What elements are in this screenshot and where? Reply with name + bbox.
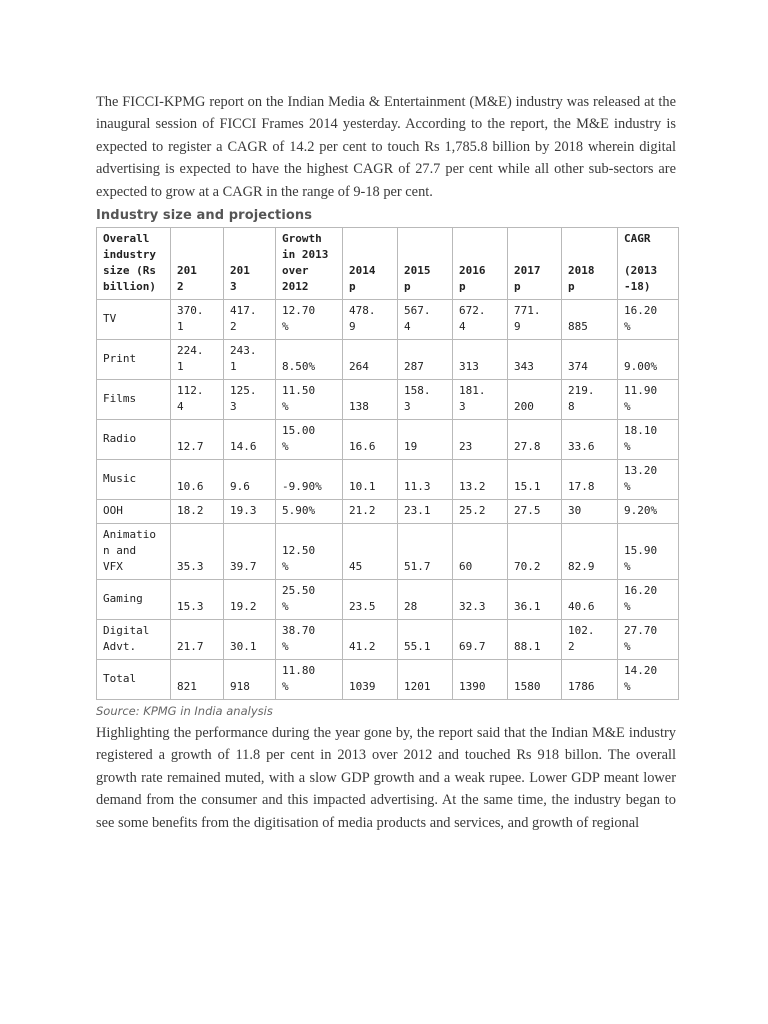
row-label-cell: Print: [97, 340, 171, 380]
value-cell: 32.3: [453, 580, 508, 620]
row-label-cell: Films: [97, 380, 171, 420]
value-cell: 1201: [398, 660, 453, 700]
value-cell: 771. 9: [508, 300, 562, 340]
table-row: [97, 524, 679, 580]
value-cell: 12.50 %: [276, 524, 343, 580]
table-row: [97, 340, 679, 380]
value-cell: 35.3: [171, 524, 224, 580]
value-cell: 36.1: [508, 580, 562, 620]
value-cell: 15.00 %: [276, 420, 343, 460]
value-cell: 82.9: [562, 524, 618, 580]
value-cell: 18.2: [171, 500, 224, 524]
value-cell: 567. 4: [398, 300, 453, 340]
row-label-cell: Animatio n and VFX: [97, 524, 171, 580]
value-cell: 40.6: [562, 580, 618, 620]
value-cell: 30.1: [224, 620, 276, 660]
value-cell: 9.20%: [618, 500, 679, 524]
value-cell: 158. 3: [398, 380, 453, 420]
value-cell: 200: [508, 380, 562, 420]
value-cell: 1039: [343, 660, 398, 700]
table-body: [97, 300, 679, 700]
value-cell: 28: [398, 580, 453, 620]
row-label-cell: Radio: [97, 420, 171, 460]
value-cell: 16.20 %: [618, 580, 679, 620]
value-cell: 25.2: [453, 500, 508, 524]
value-cell: 11.3: [398, 460, 453, 500]
table-row: [97, 300, 679, 340]
value-cell: 45: [343, 524, 398, 580]
value-cell: 13.2: [453, 460, 508, 500]
value-cell: 17.8: [562, 460, 618, 500]
value-cell: 478. 9: [343, 300, 398, 340]
value-cell: 15.90 %: [618, 524, 679, 580]
value-cell: 15.1: [508, 460, 562, 500]
row-label-cell: Gaming: [97, 580, 171, 620]
value-cell: 264: [343, 340, 398, 380]
row-label-cell: Digital Advt.: [97, 620, 171, 660]
value-cell: 1786: [562, 660, 618, 700]
value-cell: 18.10 %: [618, 420, 679, 460]
value-cell: 41.2: [343, 620, 398, 660]
row-label-cell: Total: [97, 660, 171, 700]
value-cell: 27.5: [508, 500, 562, 524]
value-cell: 39.7: [224, 524, 276, 580]
header-cell: 2016 p: [453, 228, 508, 300]
value-cell: 14.20 %: [618, 660, 679, 700]
table-row: [97, 420, 679, 460]
value-cell: 27.8: [508, 420, 562, 460]
table-row: [97, 460, 679, 500]
value-cell: 16.20 %: [618, 300, 679, 340]
value-cell: 821: [171, 660, 224, 700]
table-row: [97, 380, 679, 420]
value-cell: 38.70 %: [276, 620, 343, 660]
header-cell: 201 2: [171, 228, 224, 300]
value-cell: 55.1: [398, 620, 453, 660]
value-cell: 30: [562, 500, 618, 524]
header-cell: 2015 p: [398, 228, 453, 300]
industry-size-table: [96, 227, 679, 700]
value-cell: 69.7: [453, 620, 508, 660]
value-cell: 23.5: [343, 580, 398, 620]
value-cell: 5.90%: [276, 500, 343, 524]
row-label-cell: TV: [97, 300, 171, 340]
value-cell: 9.6: [224, 460, 276, 500]
value-cell: 60: [453, 524, 508, 580]
value-cell: 343: [508, 340, 562, 380]
value-cell: 125. 3: [224, 380, 276, 420]
header-cell: 2018 p: [562, 228, 618, 300]
source-caption: Source: KPMG in India analysis: [96, 704, 273, 719]
value-cell: 9.00%: [618, 340, 679, 380]
value-cell: 370. 1: [171, 300, 224, 340]
value-cell: 19.3: [224, 500, 276, 524]
value-cell: 11.50 %: [276, 380, 343, 420]
value-cell: 112. 4: [171, 380, 224, 420]
value-cell: 70.2: [508, 524, 562, 580]
value-cell: 19.2: [224, 580, 276, 620]
value-cell: 12.7: [171, 420, 224, 460]
value-cell: 23: [453, 420, 508, 460]
value-cell: 181. 3: [453, 380, 508, 420]
table-title: Industry size and projections: [96, 208, 313, 224]
value-cell: 1580: [508, 660, 562, 700]
value-cell: 11.90 %: [618, 380, 679, 420]
table-row: [97, 660, 679, 700]
header-cell: Overall industry size (Rs billion): [97, 228, 171, 300]
header-cell: 2017 p: [508, 228, 562, 300]
value-cell: 21.7: [171, 620, 224, 660]
row-label-cell: OOH: [97, 500, 171, 524]
value-cell: 224. 1: [171, 340, 224, 380]
value-cell: 88.1: [508, 620, 562, 660]
value-cell: 16.6: [343, 420, 398, 460]
value-cell: 374: [562, 340, 618, 380]
table-row: [97, 500, 679, 524]
header-cell: CAGR (2013 -18): [618, 228, 679, 300]
value-cell: 33.6: [562, 420, 618, 460]
header-cell: Growth in 2013 over 2012: [276, 228, 343, 300]
value-cell: 417. 2: [224, 300, 276, 340]
body-paragraph: Highlighting the performance during the year gone by, the report said that the Indian M&E industry registered a growth of 11.8 per cent in 2013 over 2012 and touched Rs 918 billon. The overall growth rate remained muted, with a slow GDP growth and a weak rupee. Lower GDP meant lower demand from the consumer and this impacted advertising. At the same time, the industry began to see some benefits from the digitisation of media products and services, and growth of regional: [96, 725, 676, 831]
value-cell: 51.7: [398, 524, 453, 580]
value-cell: 672. 4: [453, 300, 508, 340]
value-cell: 11.80 %: [276, 660, 343, 700]
value-cell: 15.3: [171, 580, 224, 620]
header-cell: 201 3: [224, 228, 276, 300]
value-cell: 21.2: [343, 500, 398, 524]
row-label-cell: Music: [97, 460, 171, 500]
value-cell: 12.70 %: [276, 300, 343, 340]
value-cell: 918: [224, 660, 276, 700]
value-cell: 27.70 %: [618, 620, 679, 660]
value-cell: 885: [562, 300, 618, 340]
value-cell: 8.50%: [276, 340, 343, 380]
value-cell: 10.6: [171, 460, 224, 500]
value-cell: 313: [453, 340, 508, 380]
value-cell: 14.6: [224, 420, 276, 460]
table-row: [97, 580, 679, 620]
value-cell: 219. 8: [562, 380, 618, 420]
value-cell: 287: [398, 340, 453, 380]
value-cell: 138: [343, 380, 398, 420]
value-cell: 23.1: [398, 500, 453, 524]
intro-paragraph: The FICCI-KPMG report on the Indian Media & Entertainment (M&E) industry was released at the inaugural session of FICCI Frames 2014 yesterday. According to the report, the M&E industry is expected to register a CAGR of 14.2 per cent to touch Rs 1,785.8 billion by 2018 wherein digital advertising is expected to have the highest CAGR of 27.7 per cent while all other sub-sectors are expected to grow at a CAGR in the range of 9-18 per cent.: [96, 94, 676, 200]
value-cell: 102. 2: [562, 620, 618, 660]
table-row: [97, 620, 679, 660]
value-cell: 243. 1: [224, 340, 276, 380]
value-cell: 19: [398, 420, 453, 460]
value-cell: 10.1: [343, 460, 398, 500]
value-cell: 13.20 %: [618, 460, 679, 500]
table-header-row: [97, 228, 679, 300]
header-cell: 2014 p: [343, 228, 398, 300]
value-cell: 1390: [453, 660, 508, 700]
article: [96, 91, 676, 834]
value-cell: -9.90%: [276, 460, 343, 500]
value-cell: 25.50 %: [276, 580, 343, 620]
